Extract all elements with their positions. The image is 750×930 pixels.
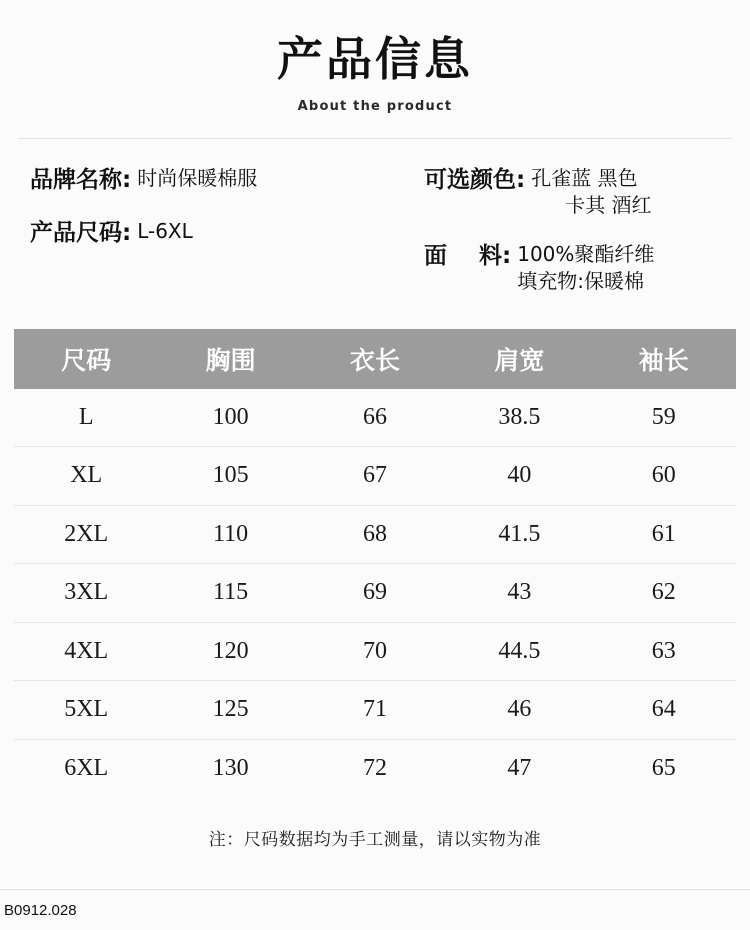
table-header-cell: 肩宽	[447, 329, 591, 389]
info-column-right	[424, 165, 724, 317]
info-section	[0, 165, 750, 317]
table-cell: 47	[447, 739, 591, 797]
table-cell: 69	[303, 564, 447, 623]
size-table-body	[14, 389, 736, 798]
info-label-colors: 可选颜色:	[424, 166, 526, 193]
table-cell: 6XL	[14, 739, 158, 797]
table-row	[14, 622, 736, 681]
table-cell: 68	[303, 505, 447, 564]
table-cell: 5XL	[14, 681, 158, 740]
table-cell: 62	[592, 564, 736, 623]
table-header-cell: 胸围	[158, 329, 302, 389]
measurement-note: 注：尺码数据均为手工测量，请以实物为准	[208, 830, 542, 851]
table-cell: 70	[303, 622, 447, 681]
info-label-brand: 品牌名称:	[30, 166, 132, 193]
table-row	[14, 447, 736, 506]
table-row	[14, 739, 736, 797]
info-label-fabric: 面 料:	[424, 242, 512, 269]
header-divider	[18, 138, 732, 139]
table-row	[14, 389, 736, 447]
table-cell: 65	[592, 739, 736, 797]
page-header	[0, 0, 750, 114]
table-cell: 110	[158, 505, 302, 564]
table-cell: 71	[303, 681, 447, 740]
bottom-bar	[0, 889, 750, 930]
page-subtitle: About the product	[297, 98, 453, 114]
info-value-size-range-line-1: L-6XL	[137, 218, 193, 243]
table-cell: 44.5	[447, 622, 591, 681]
table-cell: 66	[303, 389, 447, 447]
table-cell: 60	[592, 447, 736, 506]
table-header-row	[14, 329, 736, 389]
table-header-cell: 衣长	[303, 329, 447, 389]
info-value-fabric	[517, 241, 654, 295]
table-cell: 43	[447, 564, 591, 623]
table-cell: 59	[592, 389, 736, 447]
info-row-colors	[424, 165, 724, 219]
table-cell: L	[14, 389, 158, 447]
size-table-head	[14, 329, 736, 389]
table-cell: 64	[592, 681, 736, 740]
info-value-fabric-line-1: 100%聚酯纤维	[517, 241, 655, 266]
info-value-brand-line-1: 时尚保暖棉服	[137, 165, 258, 190]
table-cell: 40	[447, 447, 591, 506]
table-cell: 72	[303, 739, 447, 797]
table-cell: 46	[447, 681, 591, 740]
table-cell: 38.5	[447, 389, 591, 447]
info-value-colors-line-2: 卡其 酒红	[565, 192, 652, 217]
info-value-fabric-line-2: 填充物:保暖棉	[517, 268, 644, 293]
table-cell: 4XL	[14, 622, 158, 681]
info-row-size-range	[30, 218, 410, 249]
table-row	[14, 564, 736, 623]
size-table-wrapper	[14, 329, 736, 798]
table-row	[14, 505, 736, 564]
info-value-colors	[531, 165, 651, 219]
table-cell: 105	[158, 447, 302, 506]
table-cell: 3XL	[14, 564, 158, 623]
table-cell: 61	[592, 505, 736, 564]
table-header-cell: 袖长	[592, 329, 736, 389]
table-header-cell: 尺码	[14, 329, 158, 389]
info-value-brand	[137, 165, 257, 192]
info-value-size-range	[137, 218, 193, 245]
table-row	[14, 681, 736, 740]
table-cell: 100	[158, 389, 302, 447]
table-cell: 115	[158, 564, 302, 623]
table-cell: 120	[158, 622, 302, 681]
table-cell: 2XL	[14, 505, 158, 564]
page-title: 产品信息	[277, 32, 473, 86]
table-cell: 125	[158, 681, 302, 740]
table-cell: 67	[303, 447, 447, 506]
info-label-size-range: 产品尺码:	[30, 219, 132, 246]
info-row-brand	[30, 165, 410, 196]
table-cell: 63	[592, 622, 736, 681]
info-value-colors-line-1: 孔雀蓝 黑色	[531, 165, 638, 190]
table-cell: XL	[14, 447, 158, 506]
table-cell: 130	[158, 739, 302, 797]
size-table	[14, 329, 736, 798]
info-column-left	[30, 165, 410, 317]
info-row-fabric	[424, 241, 724, 295]
table-cell: 41.5	[447, 505, 591, 564]
product-code: B0912.028	[4, 901, 77, 919]
